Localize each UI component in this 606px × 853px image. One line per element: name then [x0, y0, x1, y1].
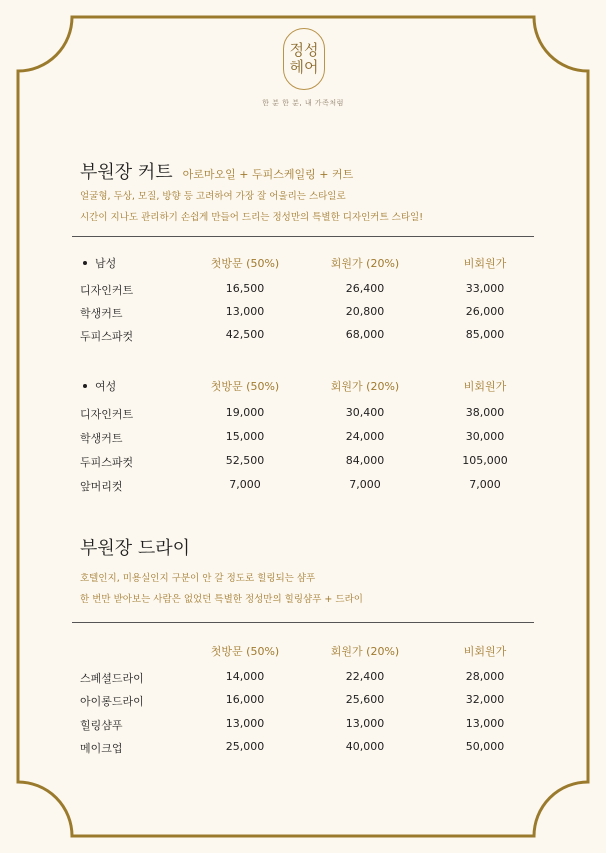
price-first: 52,500: [225, 454, 265, 467]
price-regular: 50,000: [465, 740, 505, 753]
table-row: [80, 430, 520, 452]
price-first: 16,500: [225, 282, 265, 295]
cut-title: 부원장 커트: [80, 162, 173, 183]
cut-desc-line1: 얼굴형, 두상, 모질, 방향 등 고려하여 가장 잘 어울리는 스타일로: [80, 191, 346, 202]
brand-tagline: 한 분 한 분, 내 가족처럼: [262, 99, 344, 107]
service-name: 디자인커트: [80, 284, 134, 297]
header-first-visit: 첫방문 (50%): [210, 645, 280, 658]
logo-line1: 정성: [289, 41, 319, 59]
price-member: 24,000: [345, 430, 385, 443]
cut-section-title: [80, 158, 353, 184]
price-first: 25,000: [225, 740, 265, 753]
header-first-visit: 첫방문 (50%): [210, 257, 280, 270]
table-row: [80, 454, 520, 476]
price-regular: 33,000: [465, 282, 505, 295]
service-name: 두피스파컷: [80, 456, 134, 469]
dry-desc-line1: 호텔인지, 미용실인지 구분이 안 갈 정도로 힐링되는 샴푸: [80, 573, 316, 584]
female-table-header: [80, 378, 520, 400]
bullet-icon: [83, 384, 87, 388]
price-regular: 26,000: [465, 305, 505, 318]
price-first: 19,000: [225, 406, 265, 419]
price-first: 16,000: [225, 693, 265, 706]
table-row: [80, 282, 520, 304]
dry-table-header: [80, 643, 520, 665]
price-first: 7,000: [229, 478, 261, 491]
service-name: 메이크업: [80, 742, 123, 755]
header-regular: 비회원가: [463, 380, 507, 393]
divider: [72, 236, 534, 237]
dry-section-title: [80, 534, 190, 560]
dry-description: [80, 568, 363, 610]
price-regular: 38,000: [465, 406, 505, 419]
price-first: 42,500: [225, 328, 265, 341]
table-row: [80, 305, 520, 327]
service-name: 학생커트: [80, 307, 123, 320]
service-name: 아이롱드라이: [80, 695, 144, 708]
price-first: 13,000: [225, 717, 265, 730]
price-member: 68,000: [345, 328, 385, 341]
price-member: 22,400: [345, 670, 385, 683]
service-name: 힐링샴푸: [80, 719, 123, 732]
price-member: 20,800: [345, 305, 385, 318]
price-member: 30,400: [345, 406, 385, 419]
price-regular: 32,000: [465, 693, 505, 706]
table-row: [80, 693, 520, 715]
price-regular: 28,000: [465, 670, 505, 683]
brand-logo: [283, 28, 325, 90]
divider: [72, 622, 534, 623]
male-label: 남성: [80, 255, 116, 271]
female-label: 여성: [80, 378, 116, 394]
header-member: 회원가 (20%): [330, 645, 400, 658]
header-member: 회원가 (20%): [330, 380, 400, 393]
service-name: 디자인커트: [80, 408, 134, 421]
cut-desc-line2: 시간이 지나도 관리하기 손쉽게 만들어 드리는 정성만의 특별한 디자인커트 스타일!: [80, 212, 424, 223]
price-regular: 105,000: [462, 454, 508, 467]
cut-subtitle: 아로마오일 + 두피스케일링 + 커트: [182, 168, 354, 181]
price-member: 25,600: [345, 693, 385, 706]
table-row: [80, 740, 520, 762]
cut-description: [80, 186, 423, 228]
table-row: [80, 717, 520, 739]
dry-desc-line2: 한 번만 받아보는 사람은 없었던 특별한 정성만의 힐링샴푸 + 드라이: [80, 594, 363, 605]
logo-line2: 헤어: [289, 58, 319, 76]
male-table-header: [80, 255, 520, 277]
header-regular: 비회원가: [463, 645, 507, 658]
service-name: 두피스파컷: [80, 330, 134, 343]
table-row: [80, 670, 520, 692]
table-row: [80, 478, 520, 500]
price-member: 26,400: [345, 282, 385, 295]
header-member: 회원가 (20%): [330, 257, 400, 270]
service-name: 스페셜드라이: [80, 672, 144, 685]
bullet-icon: [83, 261, 87, 265]
header-first-visit: 첫방문 (50%): [210, 380, 280, 393]
price-regular: 13,000: [465, 717, 505, 730]
table-row: [80, 328, 520, 350]
dry-title: 부원장 드라이: [80, 538, 191, 559]
price-first: 15,000: [225, 430, 265, 443]
price-member: 7,000: [349, 478, 381, 491]
table-row: [80, 406, 520, 428]
price-first: 14,000: [225, 670, 265, 683]
price-regular: 85,000: [465, 328, 505, 341]
price-first: 13,000: [225, 305, 265, 318]
service-name: 학생커트: [80, 432, 123, 445]
price-regular: 30,000: [465, 430, 505, 443]
price-member: 84,000: [345, 454, 385, 467]
service-name: 앞머리컷: [80, 480, 123, 493]
price-member: 40,000: [345, 740, 385, 753]
price-member: 13,000: [345, 717, 385, 730]
header-regular: 비회원가: [463, 257, 507, 270]
price-regular: 7,000: [469, 478, 501, 491]
